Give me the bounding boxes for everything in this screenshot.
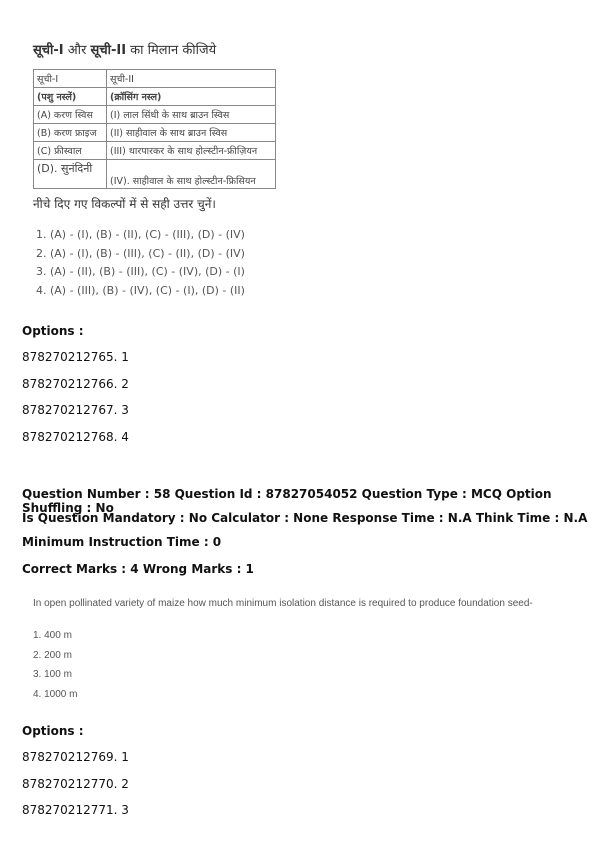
question-heading — [33, 40, 216, 58]
heading-tail: का मिलान कीजिये — [126, 43, 217, 58]
table-row — [34, 106, 276, 124]
list-2-label: सूची-II — [90, 43, 127, 58]
option-id: 878270212771. 3 — [22, 803, 129, 817]
choice-list — [36, 226, 245, 300]
options-label: Options : — [22, 724, 84, 738]
table-header-row — [34, 88, 276, 106]
table-cell: (पशु नस्लें) — [34, 88, 107, 106]
option-id: 878270212770. 2 — [22, 777, 129, 791]
choice-list — [33, 626, 77, 704]
table-row — [34, 160, 276, 189]
options-label: Options : — [22, 324, 84, 338]
table-cell: (III) थारपारकर के साथ होल्स्टीन-फ्रीज़ियन — [107, 142, 276, 160]
question-meta-line: Is Question Mandatory : No Calculator : None Response Time : N.A Think Time : N.A — [22, 511, 588, 525]
table-cell: (I) लाल सिंधी के साथ ब्राउन स्विस — [107, 106, 276, 124]
table-cell: सूची-II — [107, 70, 276, 88]
choice-item: 4. 1000 m — [33, 688, 78, 700]
choice-item: 2. (A) - (I), (B) - (III), (C) - (II), (D) - (IV) — [36, 246, 245, 260]
table-row — [34, 124, 276, 142]
table-cell: सूची-I — [34, 70, 107, 88]
heading-and: और — [63, 43, 91, 58]
table-cell: (A) करण स्विस — [34, 106, 107, 124]
option-id: 878270212766. 2 — [22, 377, 129, 391]
list-1-label: सूची-I — [33, 43, 64, 58]
table-cell: (C) फ्रीस्वाल — [34, 142, 107, 160]
question-text: In open pollinated variety of maize how much minimum isolation distance is required to produce foundation seed- — [33, 598, 533, 609]
question-meta-line: Question Number : 58 Question Id : 87827054052 Question Type : MCQ Option Shuffling : No — [22, 487, 552, 515]
choice-item: 1. 400 m — [33, 630, 72, 641]
table-cell: (B) करण फ्राइज — [34, 124, 107, 142]
option-id: 878270212767. 3 — [22, 403, 129, 417]
question-meta-line: Minimum Instruction Time : 0 — [22, 535, 222, 549]
option-id: 878270212768. 4 — [22, 430, 129, 444]
choice-item: 4. (A) - (III), (B) - (IV), (C) - (I), (D) - (II) — [36, 283, 245, 297]
choice-item: 2. 200 m — [33, 649, 72, 661]
option-id: 878270212769. 1 — [22, 750, 129, 764]
table-cell: (क्रॉसिंग नस्ल) — [107, 88, 276, 106]
table-row — [34, 142, 276, 160]
matching-table — [33, 69, 276, 189]
table-cell: (II) साहीवाल के साथ ब्राउन स्विस — [107, 124, 276, 142]
choice-item: 3. 100 m — [33, 669, 72, 680]
choice-item: 3. (A) - (II), (B) - (III), (C) - (IV), (D) - (I) — [36, 265, 245, 278]
option-id: 878270212765. 1 — [22, 350, 129, 364]
marks-line: Correct Marks : 4 Wrong Marks : 1 — [22, 562, 254, 576]
table-cell: (D). सुनंदिनी — [34, 160, 107, 189]
choice-item: 1. (A) - (I), (B) - (II), (C) - (III), (D) - (IV) — [36, 228, 245, 241]
table-header-row — [34, 70, 276, 88]
instruction-text: नीचे दिए गए विकल्पों में से सही उत्तर चुनें। — [33, 197, 216, 211]
table-cell: (IV). साहीवाल के साथ होल्स्टीन-फ्रिसियन — [107, 160, 276, 189]
